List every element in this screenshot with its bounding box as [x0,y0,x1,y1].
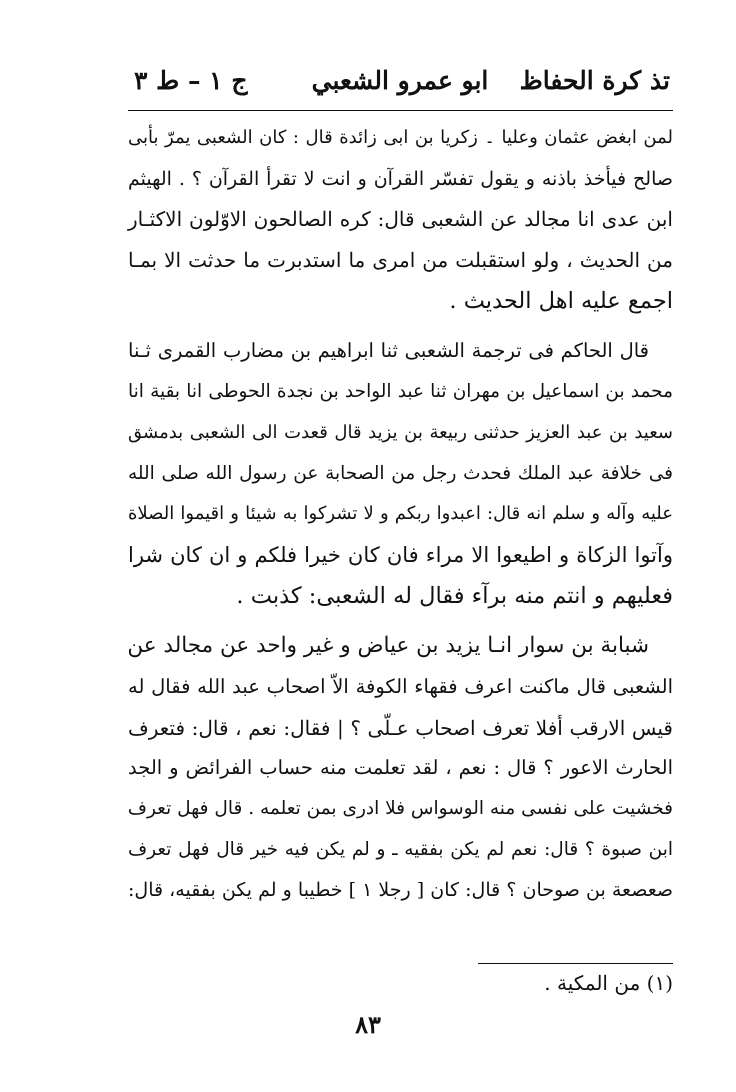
text-line: سعيد بن عبد العزيز حدثنى ربيعة بن يزيد قال قعدت الى الشعبى بدمشق [128,421,673,443]
book-title: تذ كرة الحفاظ [519,66,670,95]
text-line: صالح فيأخذ باذنه و يقول تفسّر القرآن و انت لا تقرأ القرآن ؟ . الهيثم [128,167,673,190]
text-line: شبابة بن سوار انـا يزيد بن عياض و غير واحد عن مجالد عن [127,633,649,659]
text-line: الشعبى قال ماكنت اعرف فقهاء الكوفة الاّ اصحاب عبد الله فقال له [128,674,673,698]
text-line: محمد بن اسماعيل بن مهران ثنا عبد الواحد بن نجدة الحوطى انا بقية انا [128,381,673,403]
header-rule [128,110,673,111]
page-number: ٨٣ [355,1010,381,1039]
text-line: قال الحاكم فى ترجمة الشعبى ثنا ابراهيم بن مضارب القمرى ثـنا [128,339,649,363]
body-text [128,118,673,911]
footnote-rule [478,963,673,964]
text-line: ابن صبوة ؟ قال: نعم لم يكن بفقيه ـ و لم يكن فيه خير قال فهل تعرف [128,838,673,860]
running-header [130,62,670,102]
text-line: فعليهم و انتم منه برآء فقال له الشعبى: كذبت . [236,582,673,609]
text-line: اجمع عليه اهل الحديث . [449,287,673,314]
chapter-title: ابو عمرو الشعبي [311,66,489,95]
text-line: عليه وآله و سلم انه قال: اعبدوا ربكم و لا تشركوا به شيئا و اقيموا الصلاة [128,503,673,525]
text-line: من الحديث ، ولو استقبلت من امرى ما استدبرت ما حدثت الا بمـا [128,248,673,273]
text-line: الحارث الاعور ؟ قال : نعم ، لقد تعلمت منه حساب الفرائض و الجد [128,756,673,780]
volume-label: ج ١ – ط ٣ [134,66,248,95]
text-line: فخشيت على نفسى منه الوسواس فلا ادرى بمن تعلمه . قال فهل تعرف [127,798,673,819]
text-line: فى خلافة عبد الملك فحدث رجل من الصحابة عن رسول الله صلى الله [128,462,673,484]
text-line: ابن عدى انا مجالد عن الشعبى قال: كره الصالحون الاوّلون الاكثـار [128,207,673,232]
footnote: (١) من المكية . [544,971,673,995]
text-line: صعصعة بن صوحان ؟ قال: كان [ رجلا ١ ] خطيبا و لم يكن بفقيه، قال: [128,879,673,902]
text-line: لمن ابغض عثمان وعليا ۔ زكريا بن ابى زائدة قال : كان الشعبى يمرّ بأبى [128,127,673,148]
text-line: قيس الارقب أفلا تعرف اصحاب عـلّى ؟ | فقال: نعم ، قال: فتعرف [128,715,673,740]
text-line: وآتوا الزكاة و اطيعوا الا مراء فان كان خيرا فلكم و ان كان شرا [128,542,673,567]
